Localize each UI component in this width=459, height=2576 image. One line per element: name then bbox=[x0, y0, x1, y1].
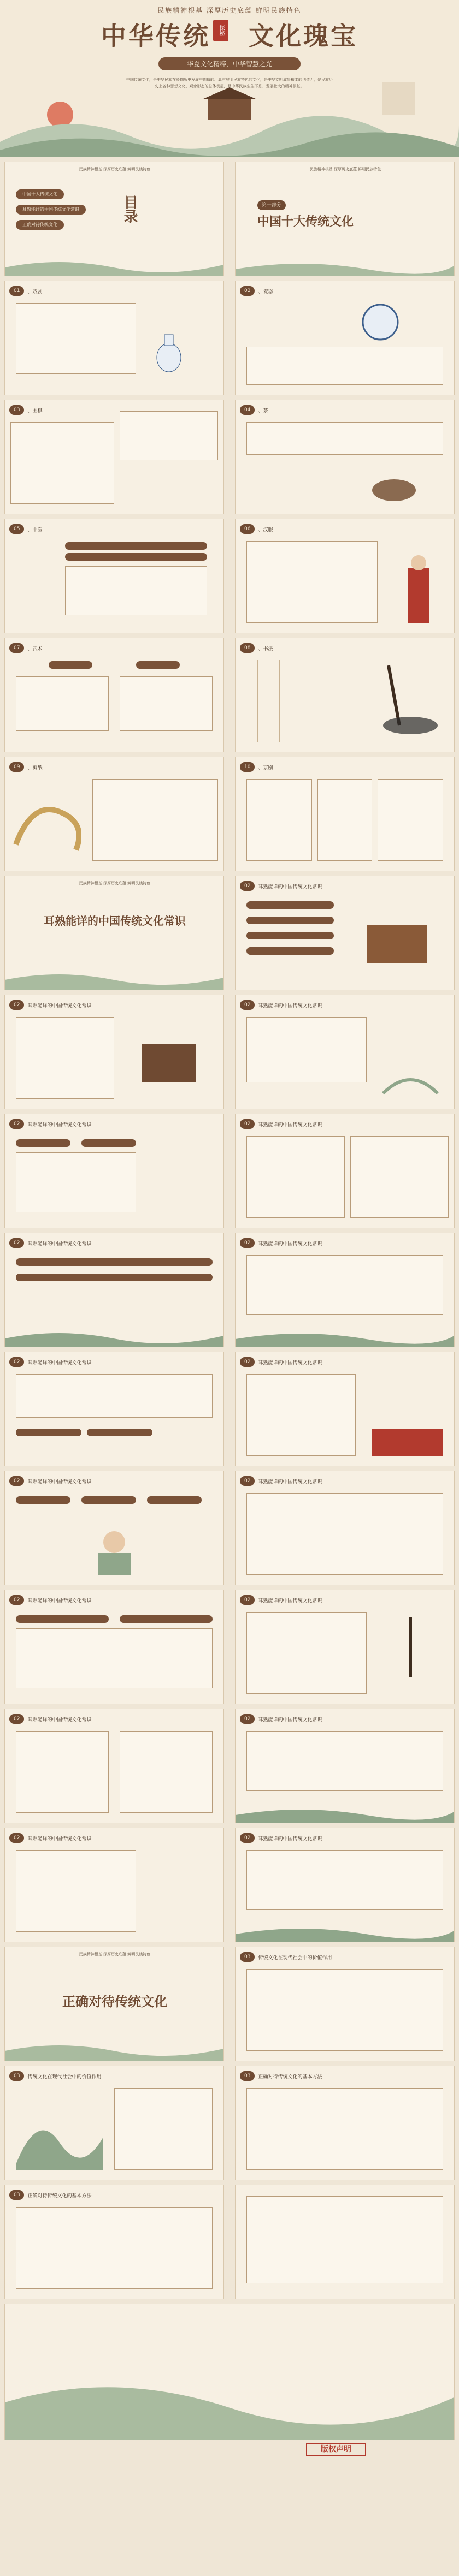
cover-subtitle: 华夏文化精粹，中华智慧之光 bbox=[158, 57, 301, 70]
section-header bbox=[240, 2071, 322, 2081]
bird-icon bbox=[378, 1061, 443, 1104]
section-slide-4 bbox=[235, 400, 455, 514]
mountain-deco bbox=[236, 254, 454, 276]
method-slide-2 bbox=[4, 2185, 224, 2299]
section-title: 传统文化在现代社会中的价值作用 bbox=[27, 2074, 102, 2080]
bar bbox=[246, 932, 334, 939]
section-title: 耳熟能详的中国传统文化常识 bbox=[27, 1360, 92, 1366]
section-header bbox=[9, 2190, 91, 2200]
knowledge-slide bbox=[4, 995, 224, 1109]
palace-icon bbox=[367, 1407, 449, 1461]
section-title: 耳熟能详的中国传统文化常识 bbox=[27, 1122, 92, 1128]
text-box bbox=[246, 541, 378, 623]
section-title: 、戏剧 bbox=[27, 289, 43, 295]
section-slide-2 bbox=[235, 281, 455, 395]
section-title: 耳熟能详的中国传统文化常识 bbox=[27, 1003, 92, 1009]
bar bbox=[246, 901, 334, 909]
bar bbox=[16, 1274, 213, 1281]
section-title: 、瓷器 bbox=[258, 289, 273, 295]
section-slide-5 bbox=[4, 519, 224, 633]
section-num: 09 bbox=[9, 762, 24, 772]
knowledge-slide bbox=[235, 1114, 455, 1228]
section-title: 、书法 bbox=[258, 646, 273, 652]
section-header bbox=[240, 881, 322, 891]
bar bbox=[16, 1258, 213, 1266]
section-num: 02 bbox=[240, 881, 255, 891]
section-num: 04 bbox=[240, 405, 255, 415]
text-box bbox=[16, 1152, 136, 1212]
bar bbox=[136, 661, 180, 669]
section-header bbox=[9, 404, 42, 415]
part1-title-slide bbox=[235, 162, 455, 276]
final-slide bbox=[4, 2304, 455, 2440]
section-header bbox=[240, 404, 268, 415]
text-box bbox=[246, 2088, 443, 2170]
section-header bbox=[240, 1357, 322, 1367]
final-background bbox=[5, 2304, 455, 2440]
section-header bbox=[9, 1595, 91, 1605]
toc-item-1[interactable]: 中国十大传统文化 bbox=[16, 189, 64, 199]
dragon-icon bbox=[10, 790, 81, 861]
section-header bbox=[9, 642, 42, 653]
section-title: 耳熟能详的中国传统文化常识 bbox=[258, 1836, 322, 1842]
text-box bbox=[16, 1017, 114, 1099]
text-box bbox=[65, 566, 207, 615]
bar bbox=[81, 1139, 136, 1147]
part1-tags: 民族精神根基 深厚历史底蕴 鲜明民族特色 bbox=[309, 167, 381, 171]
section-header bbox=[240, 1119, 322, 1129]
section-slide-8 bbox=[235, 638, 455, 752]
knowledge-slide bbox=[4, 1114, 224, 1228]
text-box bbox=[246, 1731, 443, 1791]
knowledge-slide bbox=[235, 1233, 455, 1347]
section-title: 耳熟能详的中国传统文化常识 bbox=[258, 1479, 322, 1485]
section-title: 、围棋 bbox=[27, 408, 43, 414]
scholar-icon bbox=[70, 1520, 158, 1580]
section-num: 02 bbox=[240, 286, 255, 296]
section-title: 、中医 bbox=[27, 527, 43, 533]
section-num: 02 bbox=[9, 1714, 24, 1724]
book-icon bbox=[356, 909, 438, 974]
section-title: 耳熟能详的中国传统文化常识 bbox=[27, 1717, 92, 1723]
text-box bbox=[317, 779, 372, 861]
section-title: 正确对待传统文化的基本方法 bbox=[258, 2074, 322, 2080]
bar bbox=[16, 1139, 70, 1147]
teapot-icon bbox=[361, 466, 427, 504]
part3-tags: 民族精神根基 深厚历史底蕴 鲜明民族特色 bbox=[79, 1952, 151, 1956]
cover-title bbox=[0, 16, 459, 52]
section-header bbox=[240, 762, 273, 772]
title-left: 中华传统 bbox=[101, 21, 210, 51]
bar bbox=[246, 917, 334, 924]
section-num: 01 bbox=[9, 286, 24, 296]
cover-seal: 探秘 bbox=[213, 20, 228, 41]
section-num: 02 bbox=[9, 1357, 24, 1367]
bar bbox=[87, 1429, 152, 1436]
section-header bbox=[240, 1952, 332, 1962]
section-num: 02 bbox=[9, 1476, 24, 1486]
text-box bbox=[114, 2088, 213, 2170]
text-box bbox=[92, 779, 218, 861]
text-box bbox=[246, 1493, 443, 1575]
section-num: 03 bbox=[9, 2190, 24, 2200]
section-header bbox=[9, 1000, 91, 1010]
section-num: 02 bbox=[240, 1000, 255, 1010]
knowledge-slide bbox=[4, 1709, 224, 1823]
section-num: 02 bbox=[9, 1833, 24, 1843]
text-box bbox=[120, 411, 218, 460]
section-num: 03 bbox=[240, 2071, 255, 2081]
section-title: 正确对待传统文化的基本方法 bbox=[27, 2193, 92, 2199]
bar bbox=[16, 1429, 81, 1436]
bar bbox=[49, 661, 92, 669]
text-box bbox=[10, 422, 114, 504]
text-box bbox=[246, 1850, 443, 1910]
text-box bbox=[246, 1969, 443, 2051]
section-num: 03 bbox=[9, 2071, 24, 2081]
text-box bbox=[246, 1017, 367, 1082]
title-right: 文化瑰宝 bbox=[249, 21, 358, 51]
section-header bbox=[240, 523, 273, 534]
copyright-notice: 版权声明 bbox=[306, 2443, 366, 2456]
section-num: 03 bbox=[9, 405, 24, 415]
section-header bbox=[9, 1119, 91, 1129]
section-num: 02 bbox=[240, 1476, 255, 1486]
section-num: 02 bbox=[240, 1357, 255, 1367]
bar bbox=[16, 1615, 109, 1623]
section-title: 、武术 bbox=[27, 646, 43, 652]
text-box bbox=[246, 422, 443, 455]
section-header bbox=[240, 1714, 322, 1724]
part2-tags: 民族精神根基 深厚历史底蕴 鲜明民族特色 bbox=[79, 881, 151, 885]
knowledge-slide bbox=[235, 995, 455, 1109]
part1-title: 中国十大传统文化 bbox=[257, 215, 354, 229]
text-box bbox=[246, 1374, 356, 1456]
text-box bbox=[16, 1374, 213, 1418]
bar bbox=[81, 1496, 136, 1504]
section-num: 02 bbox=[240, 1238, 255, 1248]
bar bbox=[246, 947, 334, 955]
section-title: 耳熟能详的中国传统文化常识 bbox=[258, 1122, 322, 1128]
section-header bbox=[240, 1595, 322, 1605]
part2-title-slide bbox=[4, 876, 224, 990]
toc-label: 目录 bbox=[121, 195, 138, 223]
section-num: 06 bbox=[240, 524, 255, 534]
section-title: 传统文化在现代社会中的价值作用 bbox=[258, 1955, 332, 1961]
section-num: 02 bbox=[240, 1595, 255, 1605]
section-header bbox=[9, 1714, 91, 1724]
section-header bbox=[9, 523, 42, 534]
section-header bbox=[9, 1833, 91, 1843]
section-num: 08 bbox=[240, 643, 255, 653]
text-box bbox=[350, 1136, 449, 1218]
part2-title: 耳熟能详的中国传统文化常识 bbox=[44, 914, 186, 927]
section-num: 02 bbox=[9, 1000, 24, 1010]
section-header bbox=[240, 1476, 322, 1486]
section-header bbox=[9, 2071, 101, 2081]
section-slide-6 bbox=[235, 519, 455, 633]
section-header bbox=[240, 1000, 322, 1010]
part3-title: 正确对待传统文化 bbox=[62, 1994, 167, 2009]
text-box bbox=[246, 1612, 367, 1694]
section-title: 耳熟能详的中国传统文化常识 bbox=[27, 1836, 92, 1842]
section-title: 、剪纸 bbox=[27, 765, 43, 771]
text-box bbox=[378, 779, 443, 861]
section-title: 耳熟能详的中国传统文化常识 bbox=[258, 1241, 322, 1247]
knowledge-slide bbox=[235, 1590, 455, 1704]
knowledge-slide bbox=[235, 876, 455, 990]
text-box bbox=[246, 779, 312, 861]
bar bbox=[120, 1615, 213, 1623]
knowledge-slide bbox=[4, 1352, 224, 1466]
text-box bbox=[246, 347, 443, 385]
cover-tags: 民族精神根基 深厚历史底蕴 鲜明民族特色 bbox=[157, 7, 302, 14]
text-box bbox=[246, 1255, 443, 1315]
section-num: 02 bbox=[9, 1238, 24, 1248]
mountain-deco bbox=[236, 1920, 454, 1942]
bar bbox=[147, 1496, 202, 1504]
brush-icon bbox=[378, 1612, 443, 1694]
section-title: 、京剧 bbox=[258, 765, 273, 771]
section-header bbox=[9, 1238, 91, 1248]
section-title: 、茶 bbox=[258, 408, 268, 414]
section-num: 02 bbox=[9, 1595, 24, 1605]
section-title: 、汉服 bbox=[258, 527, 273, 533]
section-title: 耳熟能详的中国传统文化常识 bbox=[27, 1479, 92, 1485]
text-box bbox=[246, 1136, 345, 1218]
text-box bbox=[16, 676, 109, 731]
knowledge-slide bbox=[235, 1352, 455, 1466]
cover-intro: 中国传统文化，是中华民族在长期历史发展中创造的、具有鲜明民族特色的文化，是中华文明成果根本的创造力，是民族历史上各种思想文化、观念形态的总体表征，是中华民族生生不息、发展壮大的精神根基。 bbox=[126, 78, 333, 88]
section-num: 02 bbox=[240, 1714, 255, 1724]
mountain-deco bbox=[5, 254, 223, 276]
bar bbox=[65, 553, 207, 561]
bar bbox=[65, 542, 207, 550]
toc-slide bbox=[4, 162, 224, 276]
section-header bbox=[9, 1476, 91, 1486]
section-header bbox=[240, 285, 273, 296]
section-slide-9 bbox=[4, 757, 224, 871]
knowledge-slide bbox=[4, 1590, 224, 1704]
section-title: 耳熟能详的中国传统文化常识 bbox=[27, 1598, 92, 1604]
brush-icon bbox=[367, 660, 443, 742]
landscape-icon bbox=[16, 2088, 103, 2170]
mountain-deco bbox=[236, 1325, 454, 1347]
section-header bbox=[9, 285, 42, 296]
divider bbox=[257, 660, 258, 742]
section-num: 02 bbox=[9, 1119, 24, 1129]
text-box bbox=[16, 1731, 109, 1813]
knowledge-slide bbox=[4, 1828, 224, 1942]
section-title: 耳熟能详的中国传统文化常识 bbox=[27, 1241, 92, 1247]
section-title: 耳熟能详的中国传统文化常识 bbox=[258, 884, 322, 890]
section-header bbox=[9, 1357, 91, 1367]
knowledge-slide bbox=[235, 1471, 455, 1585]
end-slide bbox=[235, 2185, 455, 2299]
mountain-deco bbox=[236, 1801, 454, 1823]
section-slide-7 bbox=[4, 638, 224, 752]
knowledge-slide bbox=[235, 1828, 455, 1942]
section-header bbox=[240, 1833, 322, 1843]
section-header bbox=[9, 762, 42, 772]
mountain-deco bbox=[5, 1325, 223, 1347]
toc-item-3[interactable]: 正确对待传统文化 bbox=[16, 220, 64, 230]
toc-item-2[interactable]: 耳熟能详的中国传统文化常识 bbox=[16, 205, 86, 215]
book-icon bbox=[125, 1028, 207, 1093]
part1-badge: 第一部分 bbox=[257, 200, 286, 210]
section-num: 10 bbox=[240, 762, 255, 772]
bar bbox=[16, 1496, 70, 1504]
text-box bbox=[120, 676, 213, 731]
text-box bbox=[120, 1731, 213, 1813]
section-num: 07 bbox=[9, 643, 24, 653]
figure-icon bbox=[399, 552, 438, 628]
value-slide-1 bbox=[235, 1947, 455, 2061]
section-header bbox=[240, 1238, 322, 1248]
section-num: 05 bbox=[9, 524, 24, 534]
text-box bbox=[16, 1850, 136, 1932]
divider bbox=[279, 660, 280, 742]
method-slide bbox=[235, 2066, 455, 2180]
section-title: 耳熟能详的中国传统文化常识 bbox=[258, 1003, 322, 1009]
plate-icon bbox=[361, 303, 399, 341]
vase-icon bbox=[152, 330, 185, 374]
mountain-deco bbox=[5, 2039, 223, 2061]
text-box bbox=[246, 2196, 443, 2283]
section-header bbox=[240, 642, 273, 653]
section-num: 03 bbox=[240, 1952, 255, 1962]
text-box bbox=[16, 303, 136, 374]
section-slide-10 bbox=[235, 757, 455, 871]
text-box bbox=[16, 2207, 213, 2289]
part3-title-slide bbox=[4, 1947, 224, 2061]
value-slide-2 bbox=[4, 2066, 224, 2180]
toc-tags: 民族精神根基 深厚历史底蕴 鲜明民族特色 bbox=[79, 167, 151, 171]
section-num: 02 bbox=[240, 1119, 255, 1129]
mountain-deco bbox=[5, 968, 223, 990]
section-title: 耳熟能详的中国传统文化常识 bbox=[258, 1598, 322, 1604]
knowledge-slide bbox=[235, 1709, 455, 1823]
section-slide-1 bbox=[4, 281, 224, 395]
knowledge-slide bbox=[4, 1233, 224, 1347]
section-title: 耳熟能详的中国传统文化常识 bbox=[258, 1717, 322, 1723]
text-box bbox=[16, 1628, 213, 1688]
knowledge-slide bbox=[4, 1471, 224, 1585]
section-num: 02 bbox=[240, 1833, 255, 1843]
section-title: 耳熟能详的中国传统文化常识 bbox=[258, 1360, 322, 1366]
section-slide-3 bbox=[4, 400, 224, 514]
cover-slide bbox=[0, 0, 459, 157]
